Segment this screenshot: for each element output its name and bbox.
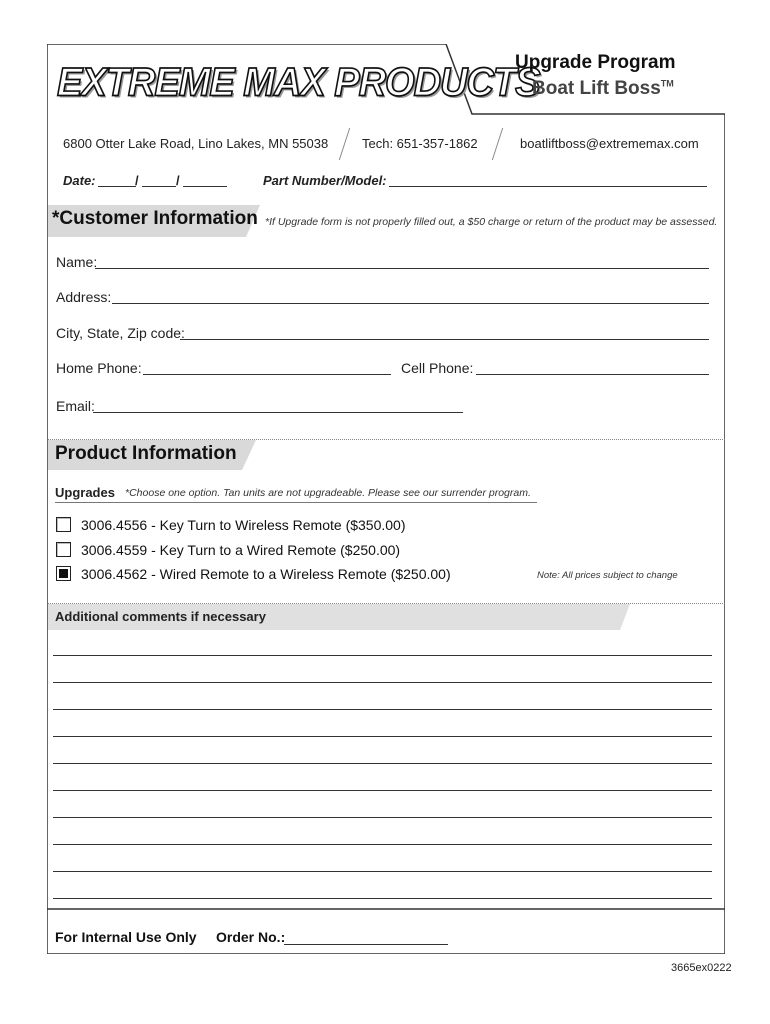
form-code: 3665ex0222 xyxy=(671,962,732,974)
program-subtitle-text: Boat Lift Boss xyxy=(532,78,661,99)
date-separator: / xyxy=(135,173,139,188)
upgrades-underline xyxy=(55,502,537,503)
company-logo: EXTREME MAX PRODUCTS xyxy=(57,60,540,106)
home-phone-label: Home Phone: xyxy=(56,360,142,376)
option-label: 3006.4556 - Key Turn to Wireless Remote ($350.00) xyxy=(81,517,406,533)
address-field[interactable] xyxy=(112,303,709,304)
customer-section-title: *Customer Information xyxy=(52,208,258,229)
trademark-mark: TM xyxy=(660,78,674,89)
option-checkbox[interactable] xyxy=(56,517,71,532)
name-field[interactable] xyxy=(95,268,709,269)
program-subtitle xyxy=(532,78,674,100)
company-address: 6800 Otter Lake Road, Lino Lakes, MN 55038 xyxy=(63,136,329,151)
upgrade-option[interactable] xyxy=(56,517,406,533)
name-label: Name: xyxy=(56,254,98,270)
tech-phone: Tech: 651-357-1862 xyxy=(362,136,478,151)
date-day-field[interactable] xyxy=(142,186,176,187)
comment-line[interactable] xyxy=(53,790,712,791)
comment-line[interactable] xyxy=(53,844,712,845)
home-phone-field[interactable] xyxy=(143,374,391,375)
product-section-title: Product Information xyxy=(55,443,237,464)
comment-line[interactable] xyxy=(53,817,712,818)
upgrade-option[interactable] xyxy=(56,566,451,582)
email-field[interactable] xyxy=(93,412,463,413)
comments-section-title: Additional comments if necessary xyxy=(55,609,266,624)
date-year-field[interactable] xyxy=(183,186,227,187)
option-checkbox-checked[interactable] xyxy=(56,566,71,581)
part-number-field[interactable] xyxy=(389,186,707,187)
order-number-label: Order No.: xyxy=(216,929,286,945)
price-note: Note: All prices subject to change xyxy=(537,570,678,581)
upgrades-note: *Choose one option. Tan units are not upgradeable. Please see our surrender program. xyxy=(125,487,531,499)
comment-line[interactable] xyxy=(53,655,712,656)
comment-line[interactable] xyxy=(53,763,712,764)
comment-line[interactable] xyxy=(53,871,712,872)
program-title: Upgrade Program xyxy=(515,52,676,73)
comment-line[interactable] xyxy=(53,682,712,683)
internal-use-label: For Internal Use Only xyxy=(55,929,197,945)
email-label: Email: xyxy=(56,398,95,414)
cell-phone-field[interactable] xyxy=(476,374,709,375)
date-month-field[interactable] xyxy=(98,186,136,187)
part-number-label: Part Number/Model: xyxy=(263,173,387,188)
comment-line[interactable] xyxy=(53,736,712,737)
comment-line[interactable] xyxy=(53,709,712,710)
address-label: Address: xyxy=(56,289,112,305)
upgrades-label: Upgrades xyxy=(55,485,115,500)
comment-line[interactable] xyxy=(53,898,712,899)
upgrade-option[interactable] xyxy=(56,542,400,558)
option-label: 3006.4562 - Wired Remote to a Wireless Remote ($250.00) xyxy=(81,566,451,582)
order-number-field[interactable] xyxy=(284,944,448,945)
customer-section-note: *If Upgrade form is not properly filled out, a $50 charge or return of the product may be assessed. xyxy=(265,216,718,228)
option-checkbox[interactable] xyxy=(56,542,71,557)
option-label: 3006.4559 - Key Turn to a Wired Remote ($250.00) xyxy=(81,542,401,558)
cell-phone-label: Cell Phone: xyxy=(401,360,474,376)
city-state-zip-field[interactable] xyxy=(180,339,709,340)
date-label: Date: xyxy=(63,173,96,188)
city-state-zip-label: City, State, Zip code: xyxy=(56,325,185,341)
date-separator: / xyxy=(176,173,180,188)
contact-email: boatliftboss@extrememax.com xyxy=(520,136,699,151)
